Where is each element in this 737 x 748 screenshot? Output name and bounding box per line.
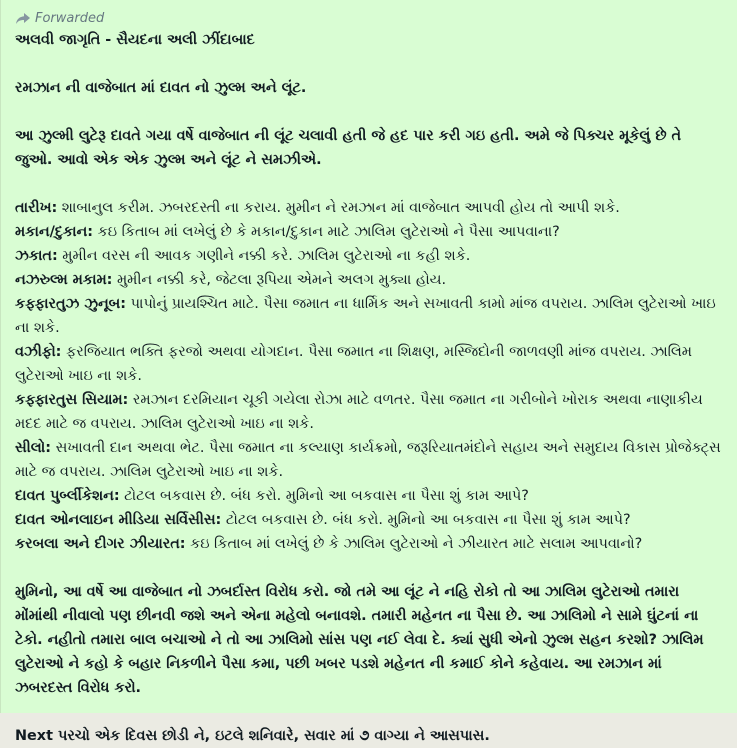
list-item — [15, 436, 723, 484]
item-label: કરબલા અને દીગર ઝીયારત: — [15, 536, 186, 552]
list-item — [15, 484, 723, 508]
item-label: નઝરુલ્મ મકામ: — [15, 272, 113, 288]
item-text: રમઝાન દરમિયાન ચૂકી ગયેલા રોઝા માટે વળતર. પૈસા જમાત ના ગરીબોને ખોરાક અથવા નાણાકીય મદદ માટે જ વપરાય. ઝાલિમ લુટેરાઓ ખાઇ ના શકે. — [15, 392, 703, 432]
item-label: કફ્ફારતુસ સિયામ: — [15, 392, 129, 408]
item-text: ફરજિયાત ભક્તિ ફરજો અથવા યોગદાન. પૈસા જમાત ના શિક્ષણ, મસ્જિદોની જાળવણી માંજ વપરાય. ઝાલિમ લુટેરાઓ ખાઇ ના શકે. — [15, 344, 692, 384]
item-text: મુમીન નક્કી કરે, જેટલા રૂપિયા એમને અલગ મુક્યા હોય. — [112, 272, 447, 288]
item-label: તારીખ: — [15, 200, 58, 216]
item-label: દાવત પુર્બ્લીકેશન: — [15, 488, 120, 504]
message-headline: રમઝાન ની વાજેબાત માં દાવત નો ઝુલ્મ અને લૂંટ. — [15, 80, 307, 96]
item-label: મકાન/દુકાન: — [15, 224, 94, 240]
forwarded-indicator — [15, 8, 723, 28]
item-text: પાપોનું પ્રાયશ્ચિત માટે. પૈસા જમાત ના ધાર્મિક અને સખાવતી કામો માંજ વપરાય. ઝાલિમ લુટેરાઓ ખાઇ ના શકે. — [15, 296, 716, 336]
item-label: કફ્ફારતુઝ ઝુનૂબ: — [15, 296, 126, 312]
forwarded-label: Forwarded — [35, 10, 105, 26]
item-label: વઝીફો: — [15, 344, 62, 360]
message-intro: આ ઝુલ્મી લુટેરૂ દાવતે ગયા વર્ષે વાજેબાત ની લૂંટ ચલાવી હતી જે હદ પાર કરી ગઇ હતી. અમે જે પિક્ચર મૂકેલું છે તે જુઓ. આવો એક એક ઝુલ્મ અને લૂંટ ને સમઝીએ. — [15, 128, 681, 168]
item-text: સખાવતી દાન અથવા ભેટ. પૈસા જમાત ના કલ્યાણ કાર્યક્રમો, જરૂરિયાતમંદોને સહાય અને સમુદાય વિકાસ પ્રોજેક્ટ્સ માટે જ વપરાય. ઝાલિમ લુટેરાઓ ખાઇ ના શકે. — [15, 440, 721, 480]
list-item — [15, 532, 723, 556]
list-item — [15, 340, 723, 388]
item-text: કઇ કિતાબ માં લખેલું છે કે મકાન/દુકાન માટે ઝાલિમ લુટેરાઓ ને પૈસા આપવાના? — [93, 224, 560, 240]
item-label: ઝકાત: — [15, 248, 58, 264]
item-text: ટોટલ બકવાસ છે. બંધ કરો. મુમિનો આ બકવાસ ના પૈસા શું કામ આપે? — [221, 512, 631, 528]
list-item — [15, 220, 723, 244]
message-title: અલવી જાગૃતિ - સૈયદના અલી ઝીંદાબાદ — [15, 32, 255, 48]
dues-list — [15, 196, 723, 556]
item-label: સીલો: — [15, 440, 52, 456]
item-text: કઇ કિતાબ માં લખેલું છે કે ઝાલિમ લુટેરાઓ ને ઝીયારત માટે સલામ આપવાનો? — [185, 536, 643, 552]
list-item — [15, 508, 723, 532]
item-text: ટોટલ બકવાસ છે. બંધ કરો. મુમિનો આ બકવાસ ના પૈસા શું કામ આપે? — [119, 488, 529, 504]
list-item — [15, 268, 723, 292]
item-label: દાવત ઓનલાઇન મીડિયા સર્વિસીસ: — [15, 512, 222, 528]
forward-arrow-icon — [15, 10, 31, 26]
list-item — [15, 292, 723, 340]
message-appeal: મુમિનો, આ વર્ષે આ વાજેબાત નો ઝબર્દાસ્ત વિરોધ કરો. જો તમે આ લૂંટ ને નહિ રોકો તો આ ઝાલિમ લુટેરાઓ તમારા મોંમાંથી નીવાલો પણ છીનવી જશે અને એના મહેલો બનાવશે. તમારી મહેનત ના પૈસા છે. આ ઝાલિમો ને સામે ઘુંટનાં ના ટેકો. નહીતો તમારા બાલ બચાઓ ને તો આ ઝાલિમો સાંસ પણ નઈ લેવા દે. ક્યાં સુધી એનો ઝુલ્મ સહન કરશો? ઝાલિમ લુટેરાઓ ને કહો કે બહાર નિકળીને પૈસા કમા, પછી ખબર પડશે મહેનત ની કમાઈ કોને કહેવાય. આ રમઝાન માં ઝબરદસ્ત વિરોધ કરો. — [15, 584, 704, 696]
list-item — [15, 244, 723, 268]
message-closing: Next પરચો એક દિવસ છોડી ને, ઇટલે શનિવારે, સવાર માં ૭ વાગ્યા ને આસપાસ. — [15, 728, 490, 744]
item-text: મુમીન વરસ ની આવક ગણીને નક્કી કરે. ઝાલિમ લુટેરાઓ ના કહી શકે. — [57, 248, 471, 264]
item-text: શાબાનુલ કરીમ. ઝબરદસ્તી ના કરાય. મુમીન ને રમઝાન માં વાજેબાત આપવી હોય તો આપી શકે. — [57, 200, 620, 216]
list-item — [15, 388, 723, 436]
list-item — [15, 196, 723, 220]
